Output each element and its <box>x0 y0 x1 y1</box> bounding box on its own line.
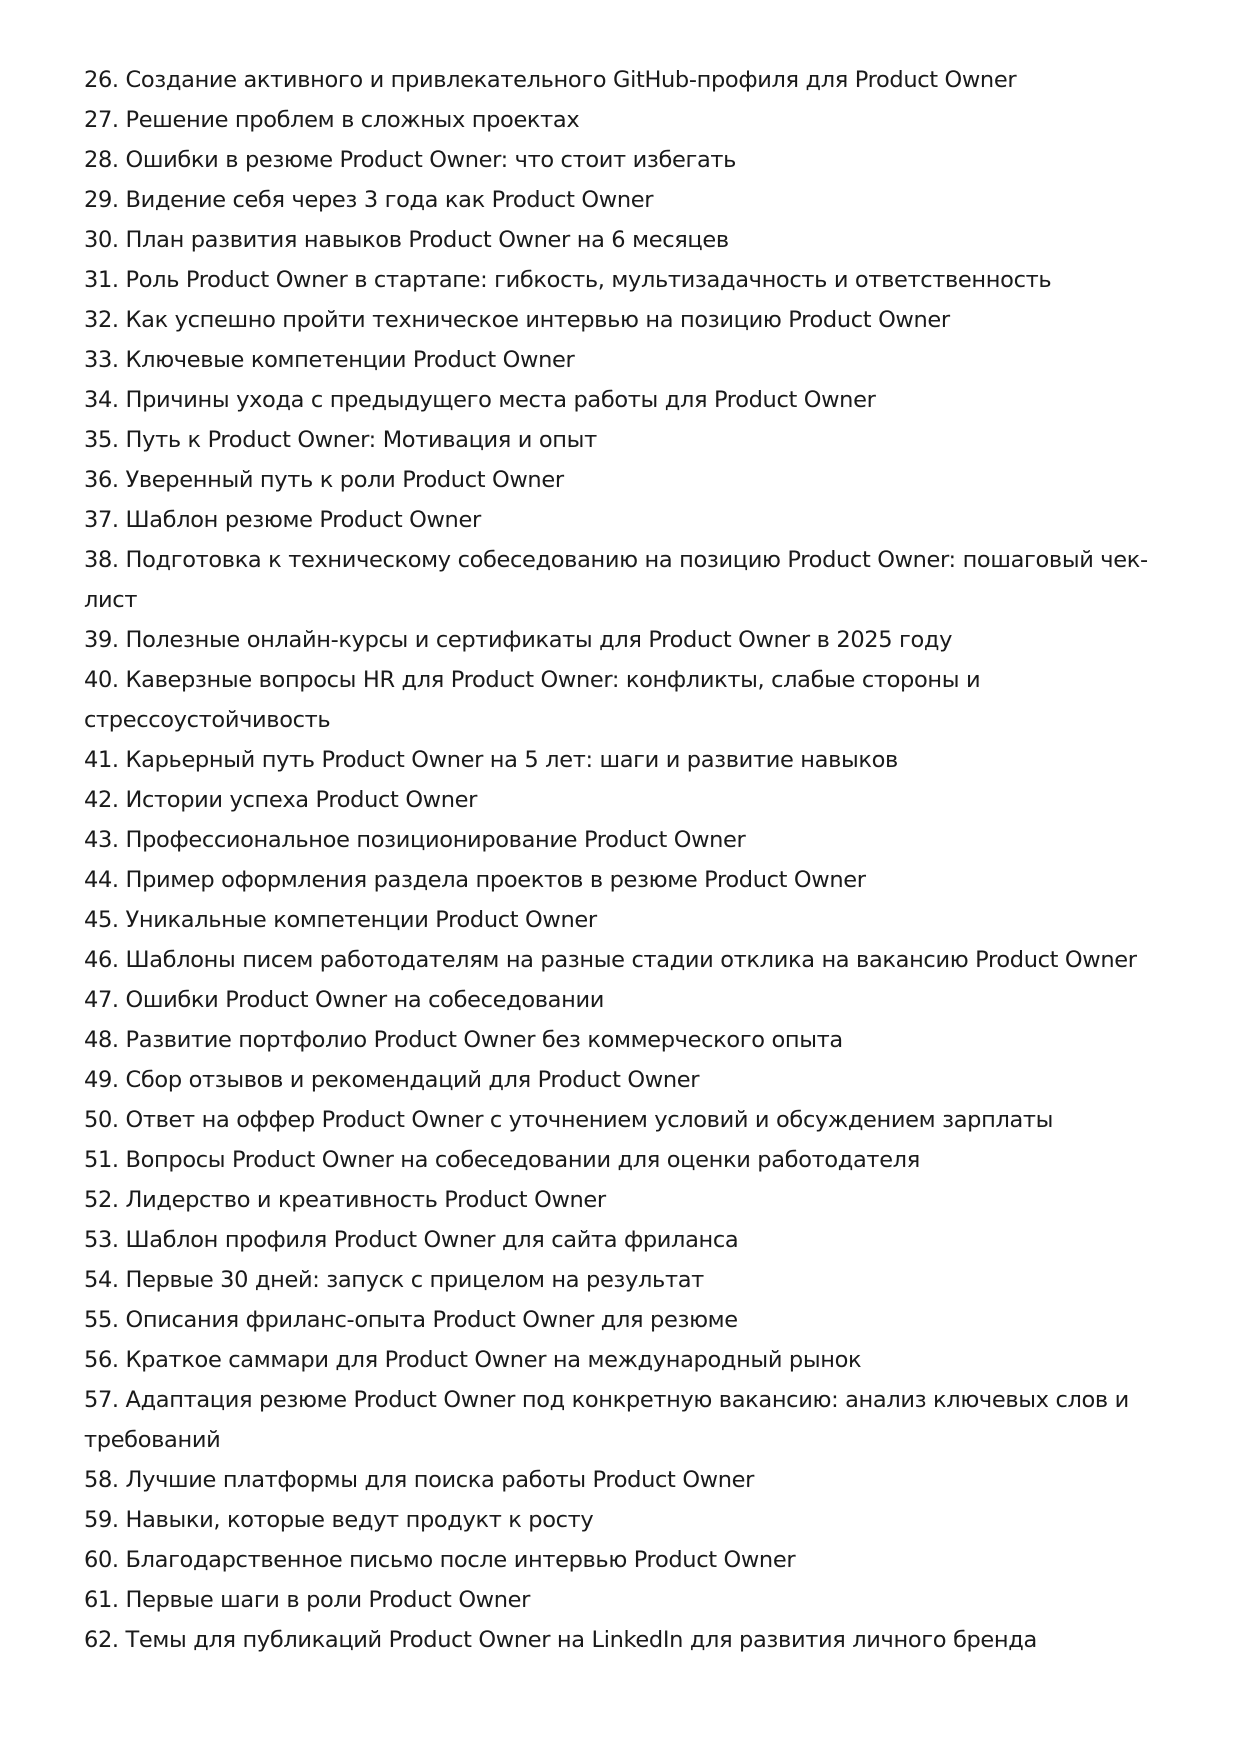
list-item: 29. Видение себя через 3 года как Product Owner <box>84 187 654 213</box>
list-item: 62. Темы для публикаций Product Owner на LinkedIn для развития личного бренда <box>84 1627 1037 1653</box>
list-item: 53. Шаблон профиля Product Owner для сайта фриланса <box>84 1227 739 1253</box>
list-item: 48. Развитие портфолио Product Owner без коммерческого опыта <box>84 1027 843 1053</box>
list-item: 28. Ошибки в резюме Product Owner: что стоит избегать <box>84 147 737 173</box>
list-item: 44. Пример оформления раздела проектов в резюме Product Owner <box>84 867 866 893</box>
list-item: 41. Карьерный путь Product Owner на 5 лет: шаги и развитие навыков <box>84 747 898 773</box>
list-item: 57. Адаптация резюме Product Owner под конкретную вакансию: анализ ключевых слов и требований <box>84 1387 1129 1453</box>
topic-list <box>84 60 1164 1660</box>
list-item: 49. Сбор отзывов и рекомендаций для Product Owner <box>84 1067 700 1093</box>
list-item: 31. Роль Product Owner в стартапе: гибкость, мультизадачность и ответственность <box>84 267 1052 293</box>
list-item: 46. Шаблоны писем работодателям на разные стадии отклика на вакансию Product Owner <box>84 947 1137 973</box>
list-item: 45. Уникальные компетенции Product Owner <box>84 907 597 933</box>
list-item: 52. Лидерство и креативность Product Owner <box>84 1187 606 1213</box>
list-item: 60. Благодарственное письмо после интервью Product Owner <box>84 1547 796 1573</box>
list-item: 33. Ключевые компетенции Product Owner <box>84 347 575 373</box>
list-item: 61. Первые шаги в роли Product Owner <box>84 1587 531 1613</box>
list-item: 42. Истории успеха Product Owner <box>84 787 478 813</box>
list-item: 50. Ответ на оффер Product Owner с уточнением условий и обсуждением зарплаты <box>84 1107 1054 1133</box>
list-item: 35. Путь к Product Owner: Мотивация и опыт <box>84 427 597 453</box>
list-item: 30. План развития навыков Product Owner на 6 месяцев <box>84 227 729 253</box>
list-item: 39. Полезные онлайн-курсы и сертификаты для Product Owner в 2025 году <box>84 627 953 653</box>
list-item: 54. Первые 30 дней: запуск с прицелом на результат <box>84 1267 704 1293</box>
list-item: 38. Подготовка к техническому собеседованию на позицию Product Owner: пошаговый чек-лист <box>84 547 1148 613</box>
list-item: 34. Причины ухода с предыдущего места работы для Product Owner <box>84 387 876 413</box>
list-item: 47. Ошибки Product Owner на собеседовании <box>84 987 604 1013</box>
list-item: 37. Шаблон резюме Product Owner <box>84 507 481 533</box>
list-item: 56. Краткое саммари для Product Owner на международный рынок <box>84 1347 862 1373</box>
list-item: 27. Решение проблем в сложных проектах <box>84 107 580 133</box>
list-item: 32. Как успешно пройти техническое интервью на позицию Product Owner <box>84 307 950 333</box>
list-item: 51. Вопросы Product Owner на собеседовании для оценки работодателя <box>84 1147 920 1173</box>
list-item: 36. Уверенный путь к роли Product Owner <box>84 467 564 493</box>
list-item: 58. Лучшие платформы для поиска работы Product Owner <box>84 1467 755 1493</box>
list-item: 59. Навыки, которые ведут продукт к росту <box>84 1507 594 1533</box>
list-item: 40. Каверзные вопросы HR для Product Owner: конфликты, слабые стороны и стрессоустойчивость <box>84 667 981 733</box>
list-item: 43. Профессиональное позиционирование Product Owner <box>84 827 746 853</box>
list-item: 55. Описания фриланс-опыта Product Owner для резюме <box>84 1307 738 1333</box>
list-item: 26. Создание активного и привлекательного GitHub-профиля для Product Owner <box>84 67 1017 93</box>
